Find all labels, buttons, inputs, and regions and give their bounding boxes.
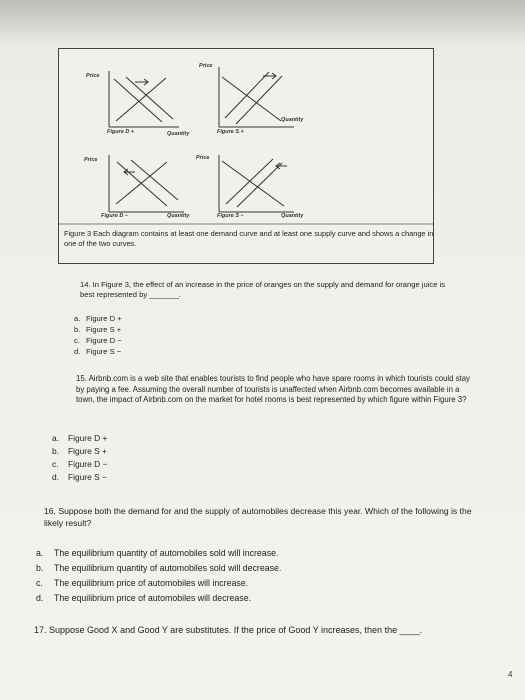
option-letter: d.: [52, 472, 59, 482]
option-text: Figure D +: [68, 433, 108, 443]
option-letter: d.: [74, 347, 81, 356]
page-number: 4: [508, 670, 513, 679]
d-plus-name: Figure D +: [107, 129, 135, 135]
option-letter: b.: [52, 446, 59, 456]
option-text: The equilibrium price of automobiles will increase.: [54, 578, 249, 588]
diagram-d-plus: [109, 71, 179, 127]
question-16-text: 16. Suppose both the demand for and the supply of automobiles decrease this year. Which of the following is the likely result?: [44, 506, 472, 528]
page-shadow: [0, 0, 525, 45]
option-text: Figure D +: [86, 314, 122, 323]
option-letter: b.: [36, 563, 44, 573]
s-plus-quantity-label: Quantity: [281, 117, 304, 123]
d-plus-price-label: Price: [86, 73, 100, 79]
q14-option-c[interactable]: [74, 336, 122, 345]
option-letter: c.: [74, 336, 80, 345]
option-letter: c.: [52, 459, 59, 469]
q15-option-d[interactable]: [52, 472, 107, 482]
s-minus-price-label: Price: [196, 155, 210, 161]
option-letter: a.: [52, 433, 59, 443]
diagram-s-minus: [219, 155, 294, 212]
d-plus-quantity-label: Quantity: [167, 131, 190, 137]
option-text: The equilibrium price of automobiles will decrease.: [54, 593, 252, 603]
option-letter: b.: [74, 325, 81, 334]
q14-option-d[interactable]: [74, 347, 121, 356]
option-text: Figure D −: [68, 459, 108, 469]
d-minus-quantity-label: Quantity: [167, 213, 190, 219]
option-text: The equilibrium quantity of automobiles sold will increase.: [54, 548, 279, 558]
option-text: Figure D −: [86, 336, 122, 345]
s-plus-price-label: Price: [199, 63, 213, 69]
option-text: The equilibrium quantity of automobiles sold will decrease.: [54, 563, 282, 573]
q16-option-d[interactable]: [36, 593, 251, 603]
option-text: Figure S −: [86, 347, 122, 356]
d-minus-name: Figure D −: [101, 213, 129, 219]
question-17-text: 17. Suppose Good X and Good Y are substitutes. If the price of Good Y increases, then the ____.: [34, 625, 423, 635]
question-14-text: 14. In Figure 3, the effect of an increase in the price of oranges on the supply and demand for orange juice is best represented by _______.: [80, 280, 446, 299]
question-15-text: 15. Airbnb.com is a web site that enables tourists to find people who have spare rooms in which tourists could stay by paying a fee. Assuming the overall number of tourists is unaffected when Airbnb.com becomes available in a town, the impact of Airbnb.com on the market for hotel rooms is best represented by which figure within Figure 3?: [76, 374, 470, 405]
q14-option-a[interactable]: [74, 314, 122, 323]
option-letter: d.: [36, 593, 44, 603]
s-plus-name: Figure S +: [217, 129, 244, 135]
q15-option-b[interactable]: [52, 446, 107, 456]
option-letter: a.: [36, 548, 44, 558]
option-text: Figure S +: [86, 325, 122, 334]
option-text: Figure S −: [68, 472, 107, 482]
diagram-d-minus: [109, 155, 184, 212]
s-minus-quantity-label: Quantity: [281, 213, 304, 219]
option-letter: c.: [36, 578, 43, 588]
s-minus-name: Figure S −: [217, 213, 244, 219]
q15-option-c[interactable]: [52, 459, 107, 469]
figure-caption: Figure 3 Each diagram contains at least one demand curve and at least one supply curve and shows a change in one of the two curves.: [64, 229, 434, 248]
q16-option-a[interactable]: [36, 548, 278, 558]
d-minus-price-label: Price: [84, 157, 98, 163]
q16-option-c[interactable]: [36, 578, 248, 588]
option-text: Figure S +: [68, 446, 107, 456]
q16-option-b[interactable]: [36, 563, 281, 573]
q15-option-a[interactable]: [52, 433, 107, 443]
option-letter: a.: [74, 314, 81, 323]
q14-option-b[interactable]: [74, 325, 121, 334]
